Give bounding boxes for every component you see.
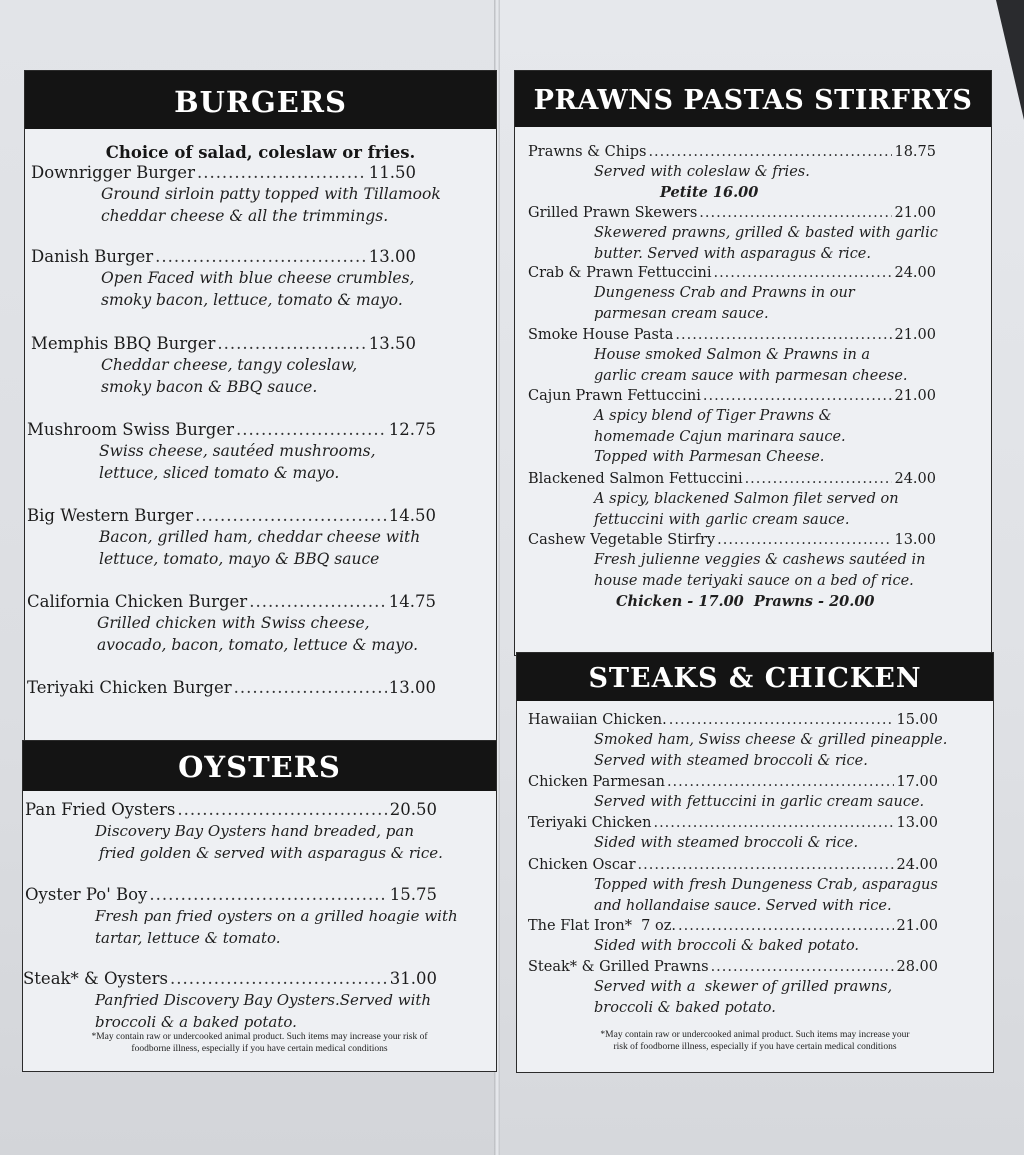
item-name: Smoke House Pasta	[528, 327, 674, 343]
item-desc: house made teriyaki sauce on a bed of rice.	[594, 572, 914, 589]
item-desc: lettuce, sliced tomato & mayo.	[99, 464, 340, 482]
item-desc: Grilled chicken with Swiss cheese,	[97, 614, 370, 632]
item-desc: Cheddar cheese, tangy coleslaw,	[101, 356, 358, 374]
menu-item	[528, 531, 991, 613]
item-desc: garlic cream sauce with parmesan cheese.	[594, 367, 908, 384]
burgers-section	[24, 70, 497, 741]
item-desc: House smoked Salmon & Prawns in a	[594, 347, 871, 363]
item-desc: Served with steamed broccoli & rice.	[594, 752, 868, 769]
item-desc: cheddar cheese & all the trimmings.	[101, 207, 389, 225]
add-protein-prices: Chicken - 17.00 Prawns - 20.00	[616, 593, 875, 610]
item-name: Danish Burger	[31, 247, 154, 266]
menu-item	[528, 814, 993, 854]
item-price: 20.50	[389, 800, 437, 819]
item-name: The Flat Iron* 7 oz.	[528, 918, 676, 934]
item-name: Teriyaki Chicken Burger	[27, 678, 232, 697]
menu-item	[31, 162, 496, 227]
item-desc: Topped with fresh Dungeness Crab, asparagus	[594, 877, 938, 893]
menu-item	[528, 143, 991, 203]
menu-item	[528, 264, 991, 324]
item-price: 12.75	[388, 420, 436, 439]
disclaimer-line: *May contain raw or undercooked animal product. Such items may increase your	[600, 1030, 910, 1040]
menu-item	[528, 326, 991, 386]
item-name: Teriyaki Chicken	[528, 815, 652, 831]
oysters-section	[22, 740, 497, 1072]
item-name: Steak* & Oysters	[23, 969, 169, 988]
item-desc: smoky bacon & BBQ sauce.	[101, 378, 318, 396]
menu-item	[31, 246, 496, 311]
menu-item	[528, 470, 991, 530]
item-desc: homemade Cajun marinara sauce.	[594, 428, 846, 445]
item-price: 24.00	[894, 265, 936, 281]
disclaimer-line: *May contain raw or undercooked animal product. Such items may increase your risk of	[91, 1032, 428, 1042]
item-desc: Fresh pan fried oysters on a grilled hoagie with	[95, 907, 458, 925]
item-price: 14.75	[388, 592, 436, 611]
menu-item	[528, 958, 993, 1018]
item-name: Memphis BBQ Burger	[31, 334, 216, 353]
item-price: 13.50	[368, 334, 416, 353]
item-desc: fried golden & served with asparagus & rice.	[99, 844, 443, 862]
item-desc: Panfried Discovery Bay Oysters.Served with	[95, 991, 432, 1009]
item-desc: Dungeness Crab and Prawns in our	[594, 285, 855, 301]
steaks-header: STEAKS & CHICKEN	[516, 653, 994, 701]
item-price: 13.00	[388, 678, 436, 697]
item-desc: Skewered prawns, grilled & basted with garlic	[594, 225, 938, 241]
item-name: California Chicken Burger	[27, 592, 248, 611]
item-name: Cajun Prawn Fettuccini	[528, 388, 701, 404]
item-price: 17.00	[896, 774, 938, 790]
item-desc: smoky bacon, lettuce, tomato & mayo.	[101, 291, 403, 309]
burgers-header: BURGERS	[24, 71, 497, 129]
menu-item	[25, 884, 496, 949]
item-name: Blackened Salmon Fettuccini	[528, 471, 743, 487]
prawns-header: PRAWNS PASTAS STIRFRYS	[514, 71, 992, 127]
prawns-pastas-stirfrys-section	[514, 70, 992, 656]
item-desc: Served with a skewer of grilled prawns,	[594, 979, 893, 995]
item-name: Pan Fried Oysters	[25, 800, 176, 819]
item-name: Hawaiian Chicken.	[528, 712, 667, 728]
menu-item	[23, 968, 496, 1033]
menu-item	[27, 591, 496, 656]
item-name: Chicken Oscar	[528, 857, 636, 873]
item-price: 24.00	[896, 857, 938, 873]
item-price: 13.00	[894, 532, 936, 548]
menu-item	[31, 333, 496, 398]
item-desc: avocado, bacon, tomato, lettuce & mayo.	[97, 636, 419, 654]
menu-item	[528, 917, 993, 957]
disclaimer	[23, 1031, 496, 1055]
item-name: Chicken Parmesan	[528, 774, 665, 790]
item-name: Steak* & Grilled Prawns	[528, 959, 709, 975]
item-name: Crab & Prawn Fettuccini	[528, 265, 712, 281]
item-name: Mushroom Swiss Burger	[27, 420, 234, 439]
item-price: 21.00	[894, 205, 936, 221]
item-price: 28.00	[896, 959, 938, 975]
item-price: 15.75	[389, 885, 437, 904]
item-price: 21.00	[896, 918, 938, 934]
item-price: 24.00	[894, 471, 936, 487]
menu-item	[528, 773, 993, 813]
item-price: 31.00	[389, 969, 437, 988]
item-price: 13.00	[896, 815, 938, 831]
item-desc: parmesan cream sauce.	[594, 305, 769, 322]
burgers-side-note: Choice of salad, coleslaw or fries.	[105, 143, 416, 162]
item-desc: A spicy blend of Tiger Prawns &	[594, 408, 832, 424]
item-desc: A spicy, blackened Salmon filet served on	[594, 491, 899, 507]
steaks-chicken-section	[516, 652, 994, 1073]
menu-item	[27, 419, 496, 484]
menu-item	[27, 505, 496, 570]
item-desc: Served with fettuccini in garlic cream sauce.	[594, 794, 925, 810]
item-price: 11.50	[368, 163, 416, 182]
item-desc: Sided with broccoli & baked potato.	[594, 938, 860, 954]
item-price: 15.00	[896, 712, 938, 728]
item-desc: Discovery Bay Oysters hand breaded, pan	[95, 822, 414, 840]
item-desc: fettuccini with garlic cream sauce.	[594, 511, 850, 528]
item-desc: Sided with steamed broccoli & rice.	[594, 835, 859, 851]
item-desc: lettuce, tomato, mayo & BBQ sauce	[99, 550, 380, 568]
item-desc: and hollandaise sauce. Served with rice.	[594, 897, 892, 914]
item-price: 13.00	[368, 247, 416, 266]
petite-price: Petite 16.00	[660, 183, 759, 201]
disclaimer-line: risk of foodborne illness, especially if you have certain medical conditions	[613, 1042, 897, 1052]
item-desc: Open Faced with blue cheese crumbles,	[101, 269, 415, 287]
item-name: Big Western Burger	[27, 506, 194, 525]
menu-item	[528, 387, 991, 468]
background-corner	[996, 0, 1024, 120]
item-desc: broccoli & a baked potato.	[95, 1013, 297, 1031]
menu-item	[528, 856, 993, 916]
item-desc: Smoked ham, Swiss cheese & grilled pineapple.	[594, 732, 948, 748]
item-desc: Bacon, grilled ham, cheddar cheese with	[99, 528, 421, 546]
item-desc: Topped with Parmesan Cheese.	[594, 449, 825, 465]
menu-item	[25, 799, 496, 864]
item-name: Grilled Prawn Skewers	[528, 205, 698, 221]
menu-item	[528, 711, 993, 771]
item-price: 21.00	[894, 327, 936, 343]
disclaimer	[517, 1029, 993, 1053]
item-price: 18.75	[894, 144, 936, 160]
disclaimer-line: foodborne illness, especially if you have certain medical conditions	[131, 1044, 388, 1054]
item-name: Prawns & Chips	[528, 144, 647, 160]
item-desc: Served with coleslaw & fries.	[594, 164, 810, 180]
menu-item	[528, 204, 991, 264]
item-desc: Ground sirloin patty topped with Tillamook	[101, 185, 441, 203]
item-name: Oyster Po' Boy	[25, 885, 148, 904]
item-desc: Swiss cheese, sautéed mushrooms,	[99, 442, 376, 460]
item-desc: tartar, lettuce & tomato.	[95, 929, 281, 947]
item-desc: Fresh julienne veggies & cashews sautéed in	[594, 552, 926, 568]
item-price: 21.00	[894, 388, 936, 404]
item-name: Cashew Vegetable Stirfry	[528, 532, 716, 548]
item-desc: broccoli & baked potato.	[594, 999, 776, 1016]
menu-item	[27, 677, 496, 698]
item-price: 14.50	[388, 506, 436, 525]
item-desc: butter. Served with asparagus & rice.	[594, 245, 872, 262]
item-name: Downrigger Burger	[31, 163, 195, 182]
oysters-header: OYSTERS	[22, 741, 497, 791]
